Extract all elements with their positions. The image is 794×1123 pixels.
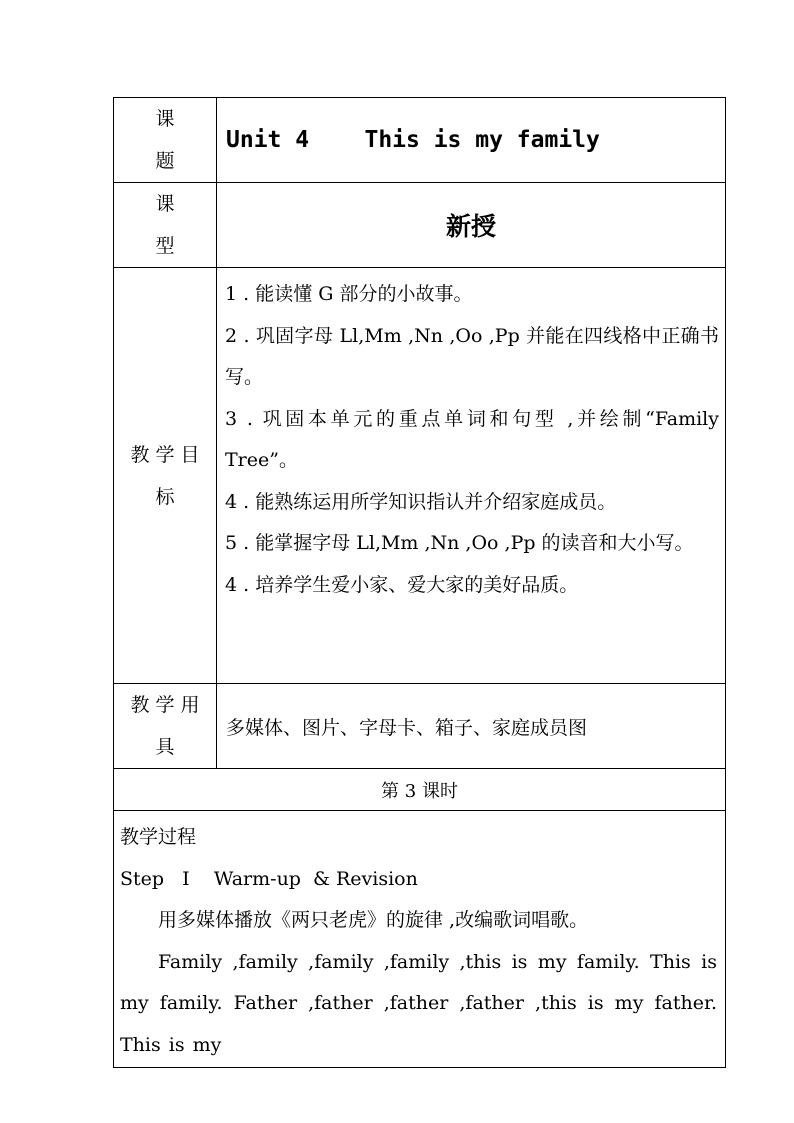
lesson-number: 第 3 课时 xyxy=(114,769,726,811)
goals-list xyxy=(217,268,726,684)
process-section xyxy=(114,811,726,1068)
goal-item: 4 . 能熟练运用所学知识指认并介绍家庭成员。 xyxy=(225,490,617,513)
lesson-type: 新授 xyxy=(217,183,726,268)
lesson-plan-table xyxy=(113,97,726,1068)
goal-item: 2 . 巩固字母 Ll,Mm ,Nn ,Oo ,Pp 并能在四线格中正确书写。 xyxy=(225,324,719,388)
process-line: 用多媒体播放《两只老虎》的旋律 ,改编歌词唱歌。 xyxy=(158,909,589,932)
goal-item: 1 . 能读懂 G 部分的小故事。 xyxy=(225,283,473,305)
type-label: 课 型 xyxy=(155,193,175,257)
goal-item: 5 . 能掌握字母 Ll,Mm ,Nn ,Oo ,Pp 的读音和大小写。 xyxy=(225,532,694,554)
goal-item: 4 . 培养学生爱小家、爱大家的美好品质。 xyxy=(225,573,579,596)
tools-label: 教 学 用 具 xyxy=(130,694,200,758)
goals-label: 教 学 目 标 xyxy=(130,443,200,508)
process-heading: 教学过程 xyxy=(120,826,197,848)
process-step: Step I Warm-up & Revision xyxy=(120,867,418,890)
type-label-cell xyxy=(114,183,217,268)
tools-label-cell xyxy=(114,684,217,769)
goals-row xyxy=(114,268,726,684)
type-row xyxy=(114,183,726,268)
tools-row xyxy=(114,684,726,769)
topic-label-cell xyxy=(114,98,217,183)
goals-label-cell xyxy=(114,268,217,684)
goal-item: 3 . 巩固本单元的重点单词和句型 ,并绘制“Family Tree”。 xyxy=(225,407,719,471)
lesson-plan-sheet xyxy=(113,97,725,1056)
process-line: Family ,family ,family ,family ,this is my family. This is my family. Father ,father ,father ,father ,this is my father. This is my xyxy=(120,950,717,1056)
topic-label: 课 题 xyxy=(155,108,175,172)
teaching-tools: 多媒体、图片、字母卡、箱子、家庭成员图 xyxy=(217,684,726,769)
topic-title: Unit 4 This is my family xyxy=(217,98,726,183)
lesson-row xyxy=(114,769,726,811)
process-row xyxy=(114,811,726,1068)
topic-row xyxy=(114,98,726,183)
